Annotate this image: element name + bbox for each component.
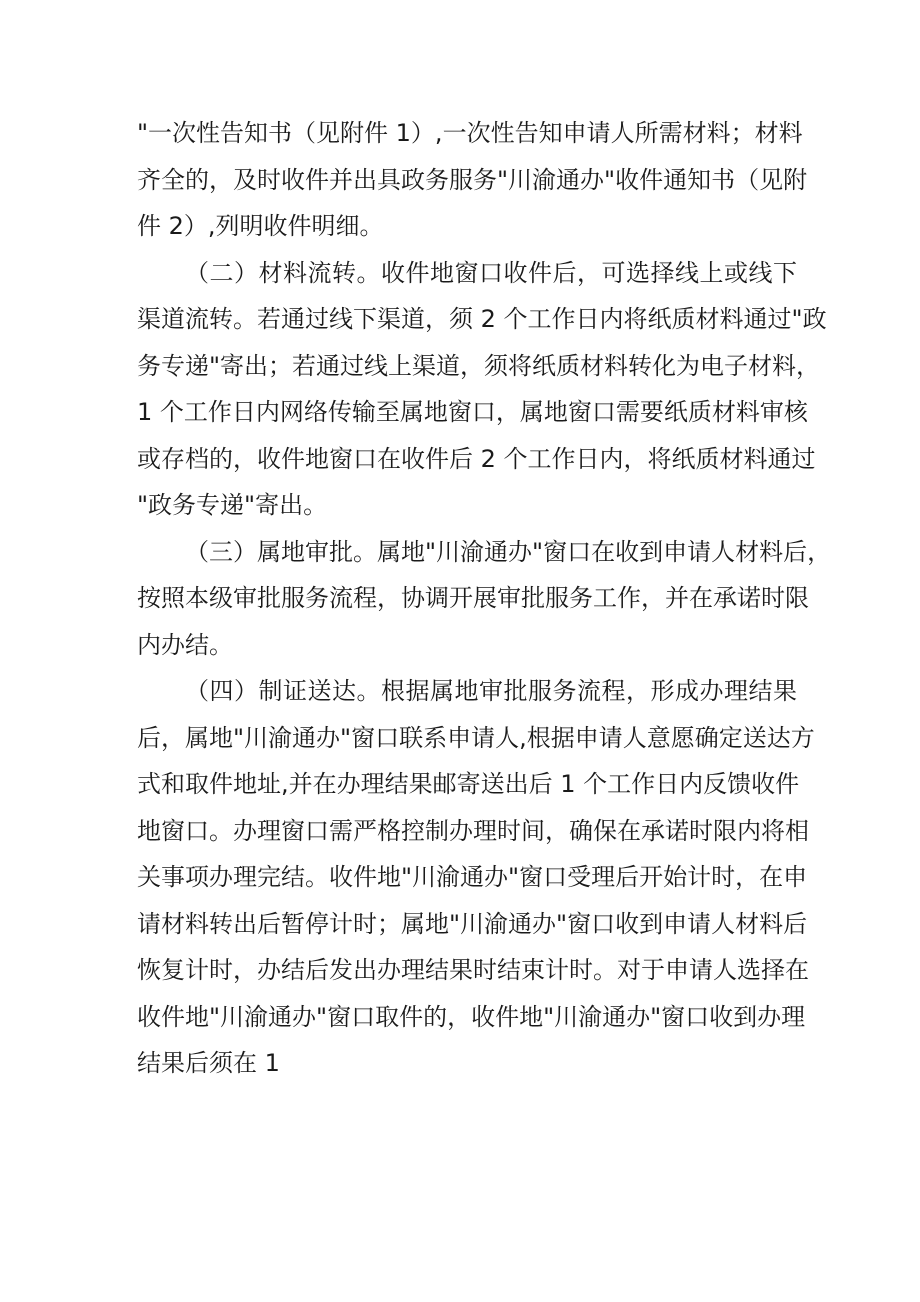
paragraph-local-approval: [137, 529, 832, 669]
paragraph-line: 式和取件地址,并在办理结果邮寄送出后 1 个工作日内反馈收件: [137, 770, 800, 798]
document-body: [137, 110, 832, 1087]
paragraph-line: 务专递"寄出；若通过线上渠道，须将纸质材料转化为电子材料，: [137, 351, 821, 380]
paragraph-certificate-delivery: [137, 668, 815, 1087]
paragraph-line: 关事项办理完结。收件地"川渝通办"窗口受理后开始计时，在申: [137, 863, 808, 891]
paragraph-line: 或存档的，收件地窗口在收件后 2 个工作日内，将纸质材料通过: [137, 444, 816, 473]
paragraph-line: 件 2）,列明收件明细。: [137, 212, 384, 240]
paragraph-line: 内办结。: [137, 630, 233, 659]
paragraph-line: 后，属地"川渝通办"窗口联系申请人,根据申请人意愿确定送达方: [137, 723, 815, 752]
paragraph-line: "一次性告知书（见附件 1）,一次性告知申请人所需材料；材料: [137, 119, 803, 147]
paragraph-line: 齐全的，及时收件并出具政务服务"川渝通办"收件通知书（见附: [137, 165, 808, 194]
paragraph-line: 按照本级审批服务流程，协调开展审批服务工作，并在承诺时限: [137, 584, 809, 612]
paragraph-material-transfer: [137, 250, 827, 529]
paragraph-line: 渠道流转。若通过线下渠道，须 2 个工作日内将纸质材料通过"政: [137, 305, 827, 333]
paragraph-line: 恢复计时，办结后发出办理结果时结束计时。对于申请人选择在: [137, 956, 809, 984]
paragraph-line: 收件地"川渝通办"窗口取件的，收件地"川渝通办"窗口收到办理: [137, 1002, 806, 1031]
paragraph-line: "政务专递"寄出。: [137, 491, 328, 519]
paragraph-line: （三）属地审批。属地"川渝通办"窗口在收到申请人材料后，: [185, 537, 832, 566]
paragraph-attachment-notice: [137, 110, 808, 250]
paragraph-line: （二）材料流转。收件地窗口收件后，可选择线上或线下: [185, 258, 797, 287]
paragraph-line: 请材料转出后暂停计时；属地"川渝通办"窗口收到申请人材料后: [137, 909, 808, 938]
paragraph-line: 1 个工作日内网络传输至属地窗口，属地窗口需要纸质材料审核: [137, 398, 808, 426]
paragraph-line: 地窗口。办理窗口需严格控制办理时间，确保在承诺时限内将相: [137, 816, 809, 845]
paragraph-line: 结果后须在 1: [137, 1049, 280, 1077]
paragraph-line: （四）制证送达。根据属地审批服务流程，形成办理结果: [185, 677, 797, 705]
